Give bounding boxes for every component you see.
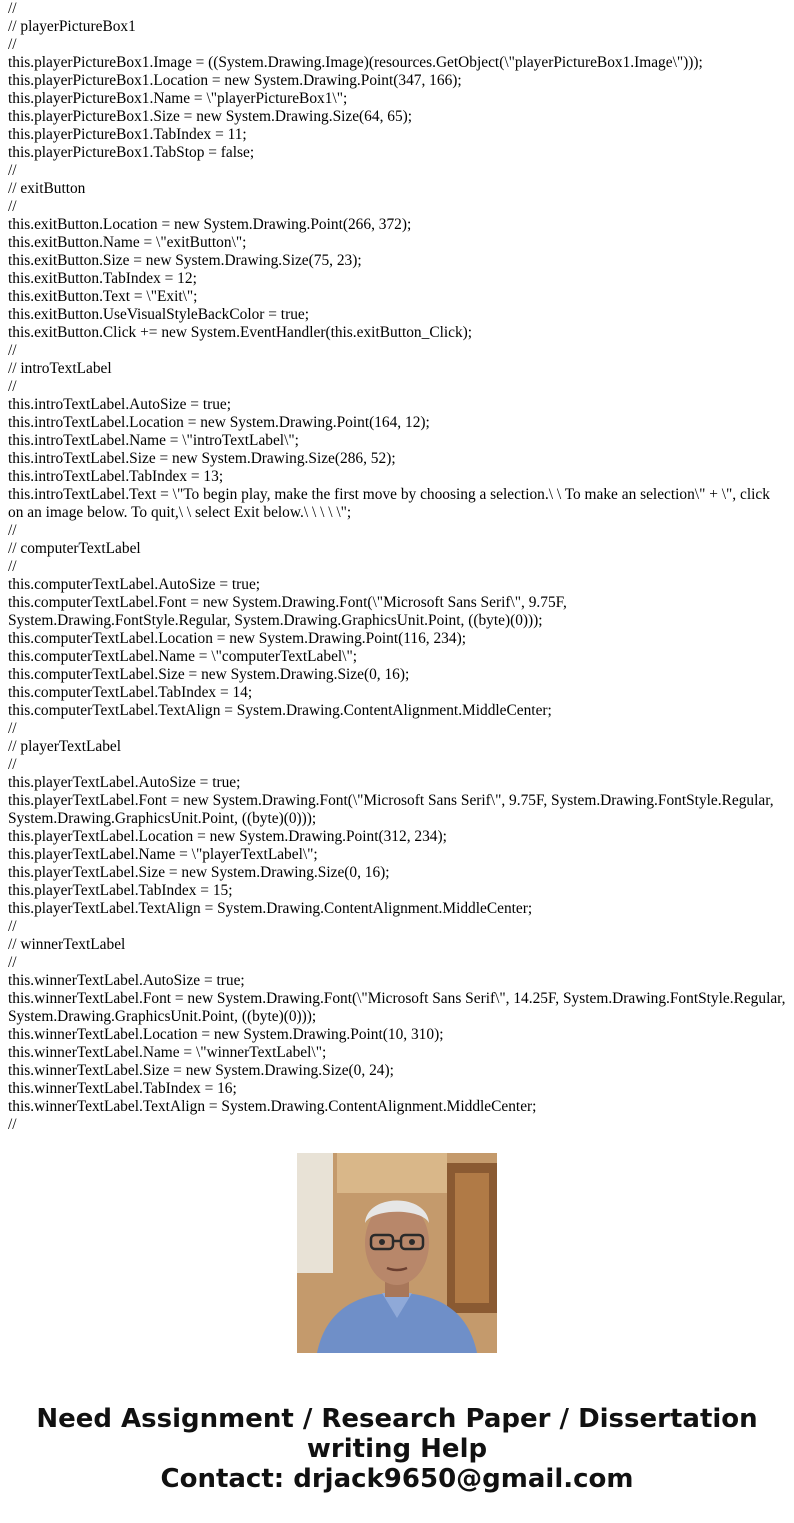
code-line: this.playerTextLabel.Size = new System.Drawing.Size(0, 16); [8, 864, 390, 881]
code-listing [8, 0, 790, 1133]
code-line: // [8, 720, 17, 737]
code-line: this.playerPictureBox1.Image = ((System.Drawing.Image)(resources.GetObject(\"playerPictureBox1.Image\"))); [8, 54, 703, 71]
code-line: // [8, 918, 17, 935]
code-line: this.introTextLabel.AutoSize = true; [8, 396, 232, 413]
person-photo-icon [297, 1153, 497, 1353]
code-line: this.introTextLabel.Text = \"To begin play, make the first move by choosing a selection.\ \ To make an selection\" + \", click on an image below. To quit,\ \ select Exit below.\ \ \ \ \"; [8, 486, 774, 521]
code-line: this.introTextLabel.Name = \"introTextLabel\"; [8, 432, 299, 449]
code-line: this.playerPictureBox1.Size = new System.Drawing.Size(64, 65); [8, 108, 413, 125]
author-avatar [297, 1153, 497, 1353]
code-line: this.playerTextLabel.Name = \"playerTextLabel\"; [8, 846, 318, 863]
code-line: this.exitButton.Text = \"Exit\"; [8, 288, 198, 305]
code-line: // [8, 1116, 17, 1133]
code-line: this.playerTextLabel.Font = new System.Drawing.Font(\"Microsoft Sans Serif\", 9.75F, System.Drawing.FontStyle.Regular, System.Drawing.GraphicsUnit.Point, ((byte)(0))); [8, 792, 778, 827]
code-line: this.winnerTextLabel.TabIndex = 16; [8, 1080, 237, 1097]
code-line: this.introTextLabel.Size = new System.Drawing.Size(286, 52); [8, 450, 396, 467]
promo-contact: Contact: drjack9650@gmail.com [160, 1464, 634, 1494]
code-line: // [8, 378, 17, 395]
code-line: this.playerPictureBox1.Name = \"playerPictureBox1\"; [8, 90, 348, 107]
code-line: // winnerTextLabel [8, 936, 126, 953]
code-line: this.computerTextLabel.AutoSize = true; [8, 576, 261, 593]
code-line: // [8, 756, 17, 773]
promo-line-2: writing Help [306, 1434, 488, 1464]
code-line: this.playerTextLabel.AutoSize = true; [8, 774, 241, 791]
code-line: // playerTextLabel [8, 738, 122, 755]
code-line: // computerTextLabel [8, 540, 141, 557]
code-line: this.exitButton.Location = new System.Drawing.Point(266, 372); [8, 216, 412, 233]
code-line: // [8, 342, 17, 359]
code-line: this.exitButton.TabIndex = 12; [8, 270, 197, 287]
code-line: // [8, 162, 17, 179]
code-line: // [8, 954, 17, 971]
code-line: this.computerTextLabel.TextAlign = System.Drawing.ContentAlignment.MiddleCenter; [8, 702, 552, 719]
code-line: // introTextLabel [8, 360, 112, 377]
code-line: this.winnerTextLabel.Name = \"winnerTextLabel\"; [8, 1044, 327, 1061]
code-line: this.playerTextLabel.Location = new System.Drawing.Point(312, 234); [8, 828, 447, 845]
code-line: this.exitButton.UseVisualStyleBackColor = true; [8, 306, 310, 323]
promo-banner [0, 1404, 794, 1494]
code-line: this.exitButton.Click += new System.EventHandler(this.exitButton_Click); [8, 324, 473, 341]
code-line: // [8, 36, 17, 53]
code-line: this.computerTextLabel.Location = new System.Drawing.Point(116, 234); [8, 630, 466, 647]
code-line: // playerPictureBox1 [8, 18, 136, 35]
code-line: this.playerTextLabel.TextAlign = System.Drawing.ContentAlignment.MiddleCenter; [8, 900, 533, 917]
code-line: this.winnerTextLabel.AutoSize = true; [8, 972, 245, 989]
code-line: // [8, 522, 17, 539]
promo-line-1: Need Assignment / Research Paper / Dissertation [36, 1404, 758, 1434]
code-line: this.playerTextLabel.TabIndex = 15; [8, 882, 233, 899]
code-line: this.computerTextLabel.TabIndex = 14; [8, 684, 253, 701]
code-line: this.introTextLabel.Location = new System.Drawing.Point(164, 12); [8, 414, 430, 431]
code-line: // exitButton [8, 180, 86, 197]
code-line: this.exitButton.Name = \"exitButton\"; [8, 234, 247, 251]
code-line: this.playerPictureBox1.Location = new System.Drawing.Point(347, 166); [8, 72, 462, 89]
code-line: this.computerTextLabel.Font = new System.Drawing.Font(\"Microsoft Sans Serif\", 9.75F, System.Drawing.FontStyle.Regular, System.Drawing.GraphicsUnit.Point, ((byte)(0))); [8, 594, 571, 629]
code-line: // [8, 198, 17, 215]
code-line: this.winnerTextLabel.TextAlign = System.Drawing.ContentAlignment.MiddleCenter; [8, 1098, 537, 1115]
code-line: // [8, 0, 17, 17]
code-line: this.winnerTextLabel.Font = new System.Drawing.Font(\"Microsoft Sans Serif\", 14.25F, System.Drawing.FontStyle.Regular, System.Drawing.GraphicsUnit.Point, ((byte)(0))); [8, 990, 790, 1025]
code-line: this.winnerTextLabel.Location = new System.Drawing.Point(10, 310); [8, 1026, 444, 1043]
code-line: this.computerTextLabel.Size = new System.Drawing.Size(0, 16); [8, 666, 410, 683]
code-line: this.computerTextLabel.Name = \"computerTextLabel\"; [8, 648, 358, 665]
code-line: this.playerPictureBox1.TabIndex = 11; [8, 126, 247, 143]
code-line: this.playerPictureBox1.TabStop = false; [8, 144, 255, 161]
code-line: // [8, 558, 17, 575]
code-line: this.introTextLabel.TabIndex = 13; [8, 468, 224, 485]
code-line: this.winnerTextLabel.Size = new System.Drawing.Size(0, 24); [8, 1062, 394, 1079]
code-line: this.exitButton.Size = new System.Drawing.Size(75, 23); [8, 252, 362, 269]
